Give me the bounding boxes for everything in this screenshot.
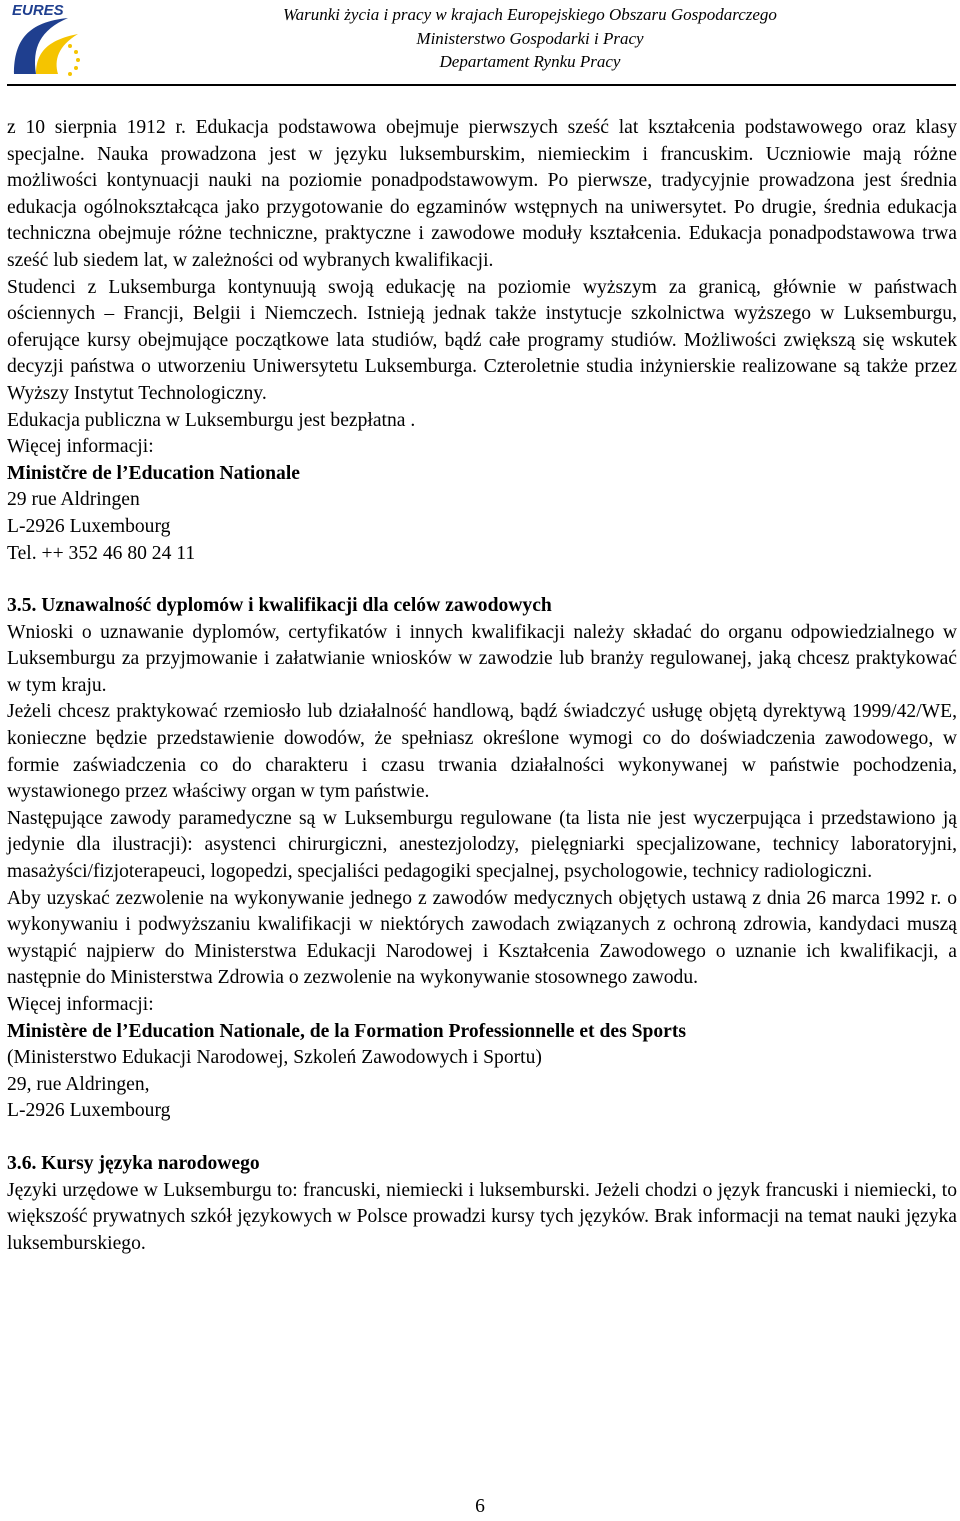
header-ministry: Ministerstwo Gospodarki i Pracy — [416, 28, 644, 48]
page-number: 6 — [475, 1496, 485, 1517]
contact-city: L-2926 Luxembourg — [7, 1100, 171, 1122]
page-header — [0, 0, 960, 82]
header-department: Departament Rynku Pracy — [439, 52, 621, 71]
language-courses-paragraph: Języki urzędowe w Luksemburgu to: francuski, niemiecki i luksemburski. Jeżeli chodzi o język francuski i niemiecki, to większość prywatnych szkół językowych w Polsce prowadzi kursy tych języków. Brak informacji na temat nauki języka luksemburskiego. — [7, 1179, 957, 1254]
eures-logo-graphic — [6, 0, 86, 80]
free-education-paragraph: Edukacja publiczna w Luksemburgu jest bezpłatna . — [7, 409, 416, 431]
section-3-5-heading: 3.5. Uznawalność dyplomów i kwalifikacji dla celów zawodowych — [7, 595, 552, 617]
contact-phone: Tel. ++ 352 46 80 24 11 — [7, 542, 196, 564]
recognition-paragraph-3: Następujące zawody paramedyczne są w Luksemburgu regulowane (ta lista nie jest wyczerpująca i przedstawiono ją jedynie dla ilustracji): asystenci chirurgiczni, anestezjolodzy, pielęgniarki specjalizowane, technicy laboratoryjni, masażyści/fizjoterapeuci, logopedzi, specjaliści pedagogiki specjalnej, psychologowie, technicy radiologiczni. — [7, 807, 957, 883]
logo-wordmark: EURES — [12, 2, 64, 19]
document-body — [7, 115, 957, 1257]
contact-city: L-2926 Luxembourg — [7, 515, 171, 537]
contact-name: Ministère de l’Education Nationale, de la Formation Professionnelle et des Sports — [7, 1020, 687, 1042]
header-text — [120, 3, 940, 74]
recognition-paragraph-4: Aby uzyskać zezwolenie na wykonywanie jednego z zawodów medycznych objętych ustawą z dnia 26 marca 1992 r. o wykonywaniu i podwyższaniu kwalifikacji w niektórych zawodach związanych z ochroną zdrowia, kandydaci muszą wystąpić najpierw do Ministerstwa Edukacji Narodowej i Kształcenia Zawodowego o uznanie ich kwalifikacji, a następnie do Ministerstwa Zdrowia o zezwolenie na wykonywanie stosownego zawodu. — [7, 887, 957, 989]
eures-logo — [6, 0, 86, 80]
more-info-label: Więcej informacji: — [7, 994, 154, 1015]
contact-name: Ministčre de l’Education Nationale — [7, 462, 300, 484]
recognition-paragraph-1: Wnioski o uznawanie dyplomów, certyfikatów i innych kwalifikacji należy składać do organu odpowiedzialnego w Luksemburgu za przyjmowanie i załatwianie wniosków w zawodzie lub branży regulowanej, jaką chcesz praktykować w tym kraju. — [7, 621, 957, 696]
higher-education-paragraph: Studenci z Luksemburga kontynuują swoją edukację na poziomie wyższym za granicą, głównie w państwach ościennych – Francji, Belgii i Niemczech. Istnieją jednak także instytucje szkolnictwa wyższego w Luksemburgu, oferujące kursy obejmujące początkowe lata studiów, bądź całe programy studiów. Możliwości zwiększą się wskutek decyzji państwa o utworzeniu Uniwersytetu Luksemburga. Czteroletnie studia inżynierskie realizowane są także przez Wyższy Instytut Technologiczny. — [7, 276, 957, 404]
contact-street: 29, rue Aldringen, — [7, 1073, 150, 1095]
recognition-paragraph-2: Jeżeli chcesz praktykować rzemiosło lub działalność handlową, bądź świadczyć usługę objętą dyrektywą 1999/42/WE, konieczne będzie przedstawienie dowodów, że spełniasz określone wymogi co do doświadczenia zawodowego, w formie zaświadczenia co do charakteru i czasu trwania działalności wykonywanej w państwie pochodzenia, wystawionego przez właściwy organ w tym państwie. — [7, 701, 957, 803]
more-info-label: Więcej informacji: — [7, 436, 154, 458]
section-3-6-heading: 3.6. Kursy języka narodowego — [7, 1152, 260, 1174]
header-title: Warunki życia i pracy w krajach Europejskiego Obszaru Gospodarczego — [283, 5, 777, 24]
education-paragraph: z 10 sierpnia 1912 r. Edukacja podstawowa obejmuje pierwszych sześć lat kształcenia podstawowego oraz klasy specjalne. Nauka prowadzona jest w języku luksemburskim, niemieckim i francuskim. Uczniowie mają różne możliwości kontynuacji nauki na poziomie ponadpodstawowym. Po pierwsze, tradycyjnie prowadzona jest średnia edukacja ogólnokształcąca jako przygotowanie do egzaminów wstępnych na uniwersytet. Po drugie, średnia edukacja techniczna obejmuje różne techniczne, praktyczne i zawodowe moduły kształcenia. Edukacja ponadpodstawowa trwa sześć lub siedem lat, w zależności od wybranych kwalifikacji. — [7, 117, 957, 271]
contact-name-translation: (Ministerstwo Edukacji Narodowej, Szkoleń Zawodowych i Sportu) — [7, 1047, 542, 1069]
header-divider — [7, 84, 956, 86]
contact-street: 29 rue Aldringen — [7, 489, 140, 511]
